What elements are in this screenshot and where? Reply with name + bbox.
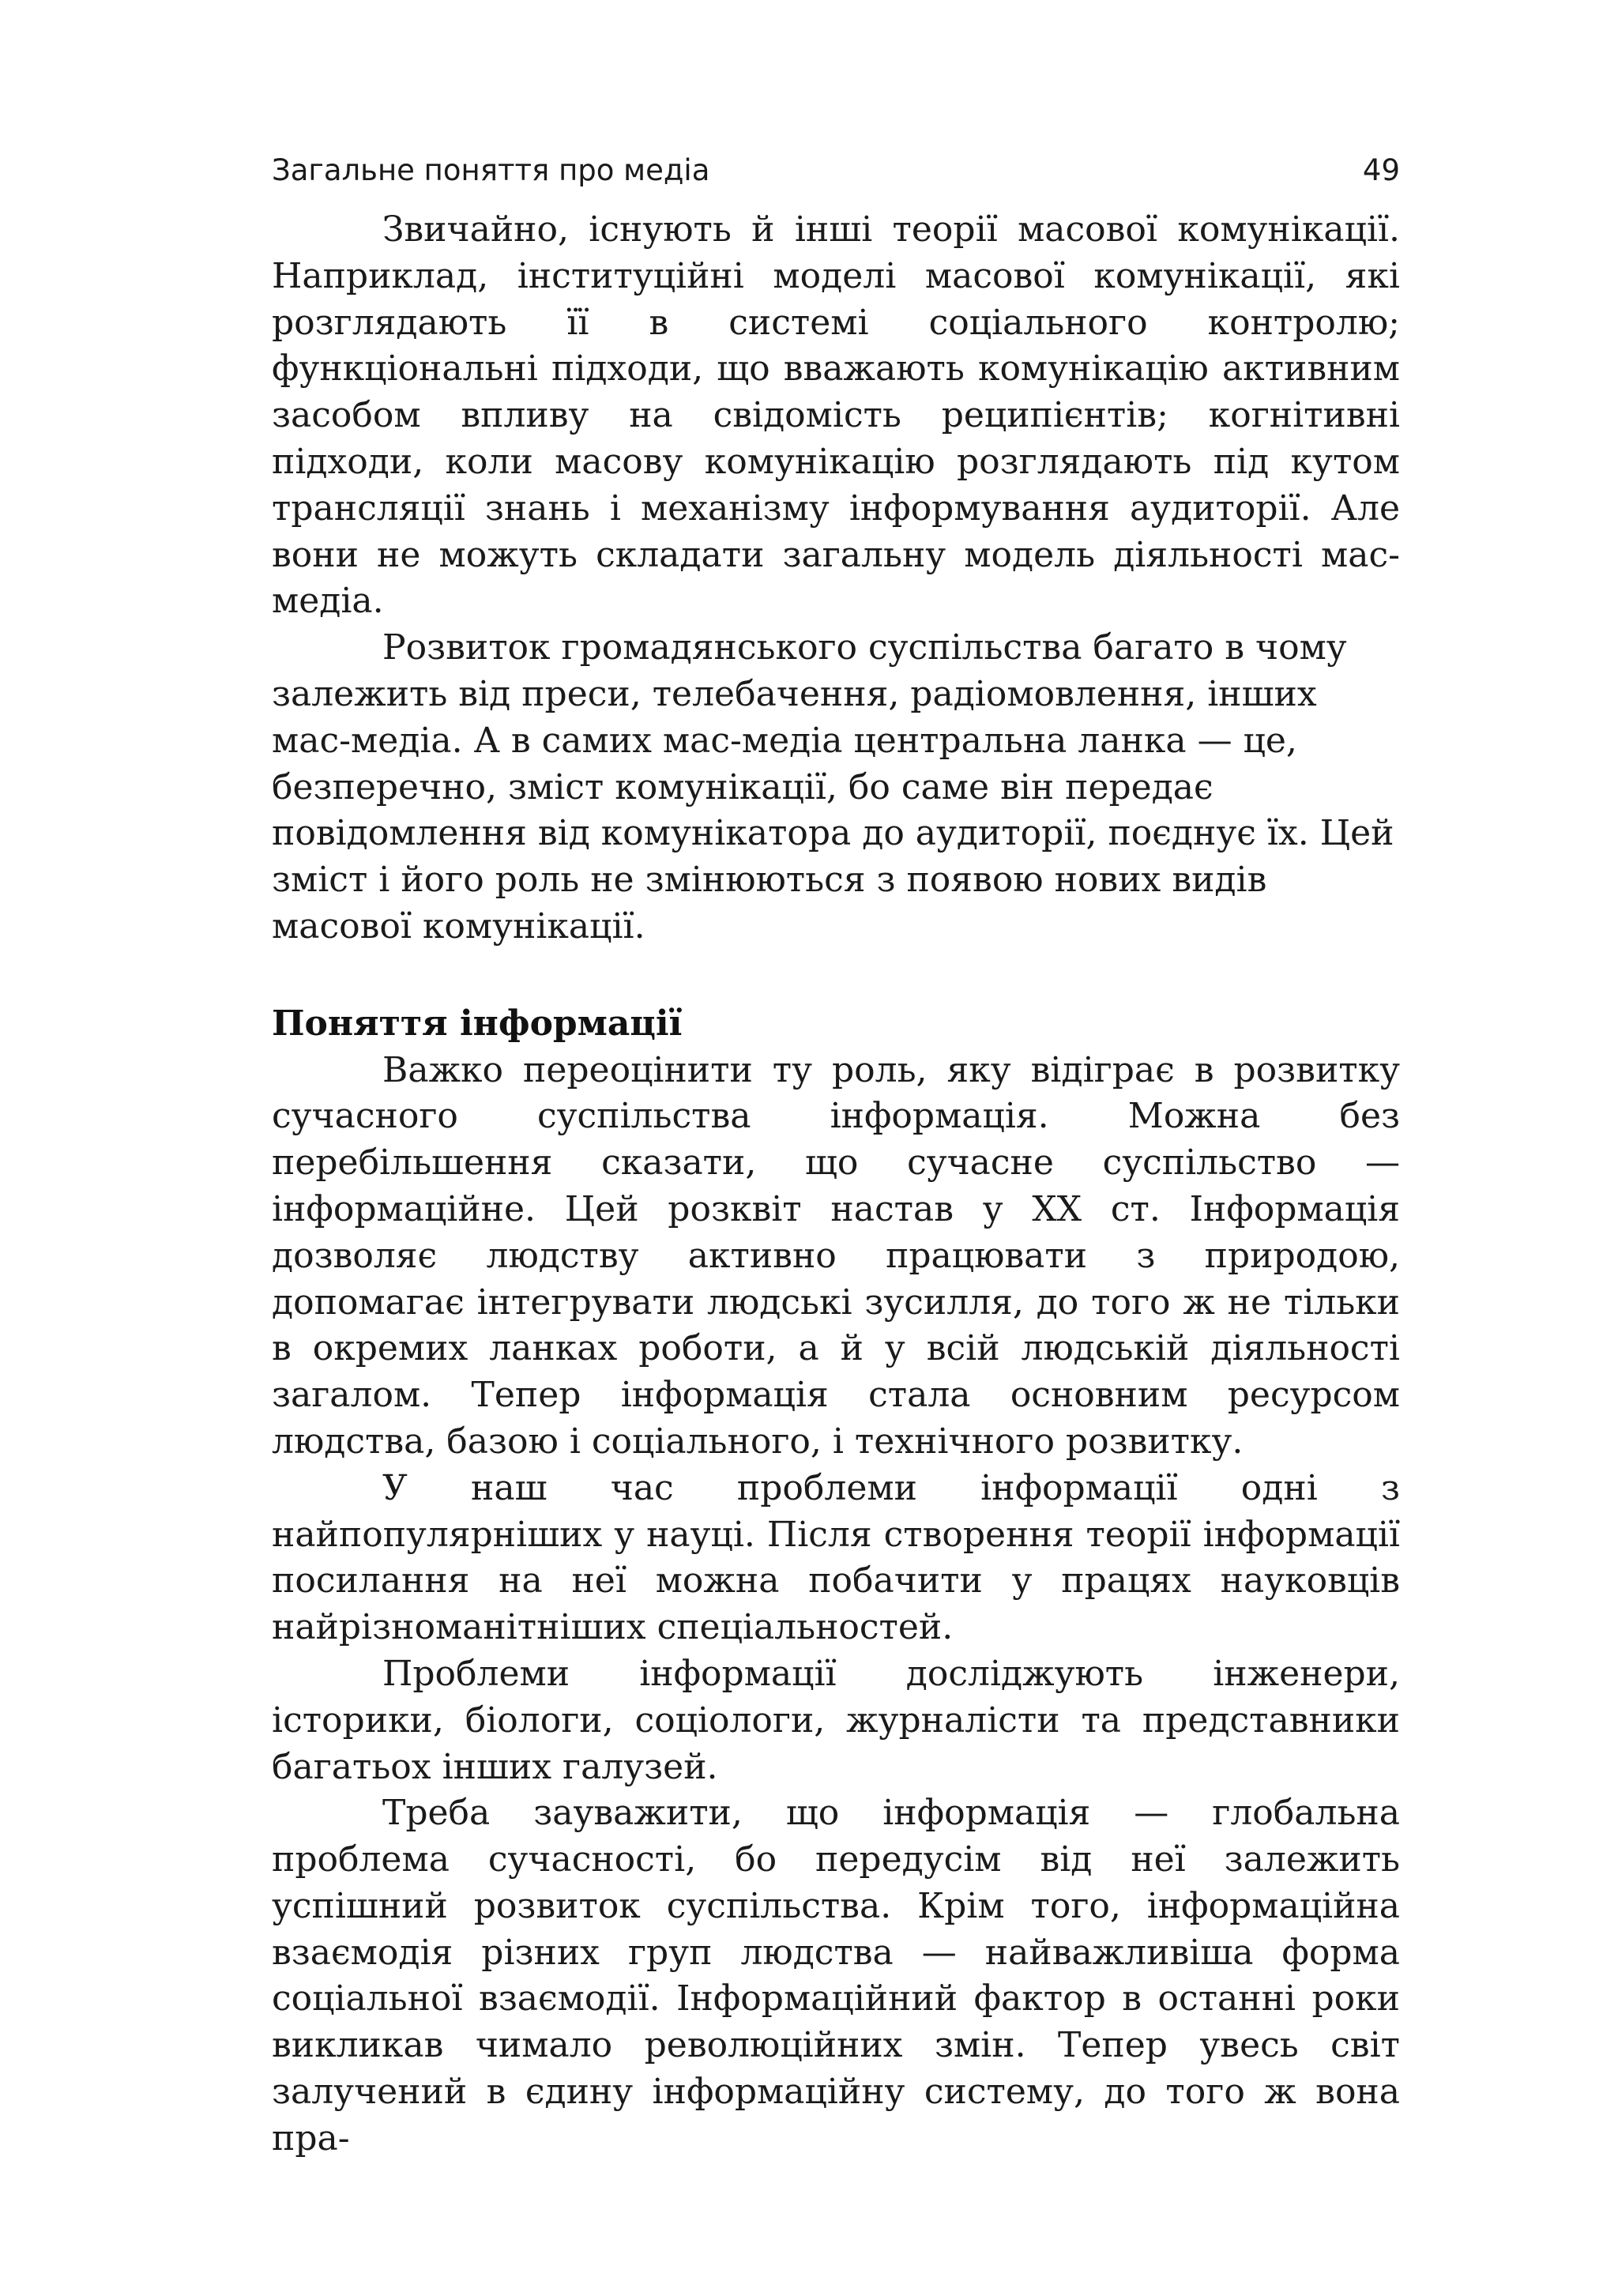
- paragraph-information-problems: У наш час проблеми інформації одні з найпопулярніших у науці. Після створення теорії інформації посилання на неї можна побачити у працях науковців найрізноманітніших спеціальностей.: [272, 1467, 1400, 1648]
- paragraph-researchers: Проблеми інформації досліджують інженери, історики, біологи, соціологи, журналісти та представники багатьох інших галузей.: [272, 1653, 1400, 1787]
- paragraph-global-problem: Треба зауважити, що інформація — глобальна проблема сучасності, бо передусім від неї залежить успішний розвиток суспільства. Крім того, інформаційна взаємодія різних груп людства — найважливіша форма соціальної взаємодії. Інформаційний фактор в останні роки викликав чимало революційних змін. Тепер увесь світ залучений в єдину інформаційну систему, до того ж вона пра-: [272, 1793, 1400, 2159]
- running-head-title: Загальне поняття про медіа: [272, 153, 710, 187]
- body-text: [272, 207, 1400, 2162]
- section-heading: Поняття інформації: [272, 1003, 683, 1044]
- paragraph-civil-society: Розвиток громадянського суспільства багато в чому залежить від преси, телебачення, радіомовлення, інших мас-медіа. А в самих мас-медіа центральна ланка — це, безперечно, зміст комунікації, бо саме він передає повідомлення від комунікатора до аудиторії, поєднує їх. Цей зміст і його роль не змінюються з появою нових видів масової комунікації.: [272, 627, 1394, 947]
- running-head: [272, 149, 1400, 193]
- page-number: 49: [1362, 153, 1400, 187]
- paragraph-information-role: Важко переоцінити ту роль, яку відіграє в розвитку сучасного суспільства інформація. Можна без перебільшення сказати, що сучасне суспільство — інформаційне. Цей розквіт настав у XX ст. Інформація дозволяє людству активно працювати з природою, допомагає інтегрувати людські зусилля, до того ж не тільки в окремих ланках роботи, а й у всій людській діяльності загалом. Тепер інформація стала основним ресурсом людства, базою і соціального, і технічного розвитку.: [272, 1049, 1400, 1462]
- paragraph-other-theories: Звичайно, існують й інші теорії масової комунікації. Наприклад, інституційні моделі масової комунікації, які розглядають її в системі соціального контролю; функціональні підходи, що вважають комунікацію активним засобом впливу на свідомість реципієнтів; когнітивні підходи, коли масову комунікацію розглядають під кутом трансляції знань і механізму інформування аудиторії. Але вони не можуть складати загальну модель діяльності мас-медіа.: [272, 209, 1400, 622]
